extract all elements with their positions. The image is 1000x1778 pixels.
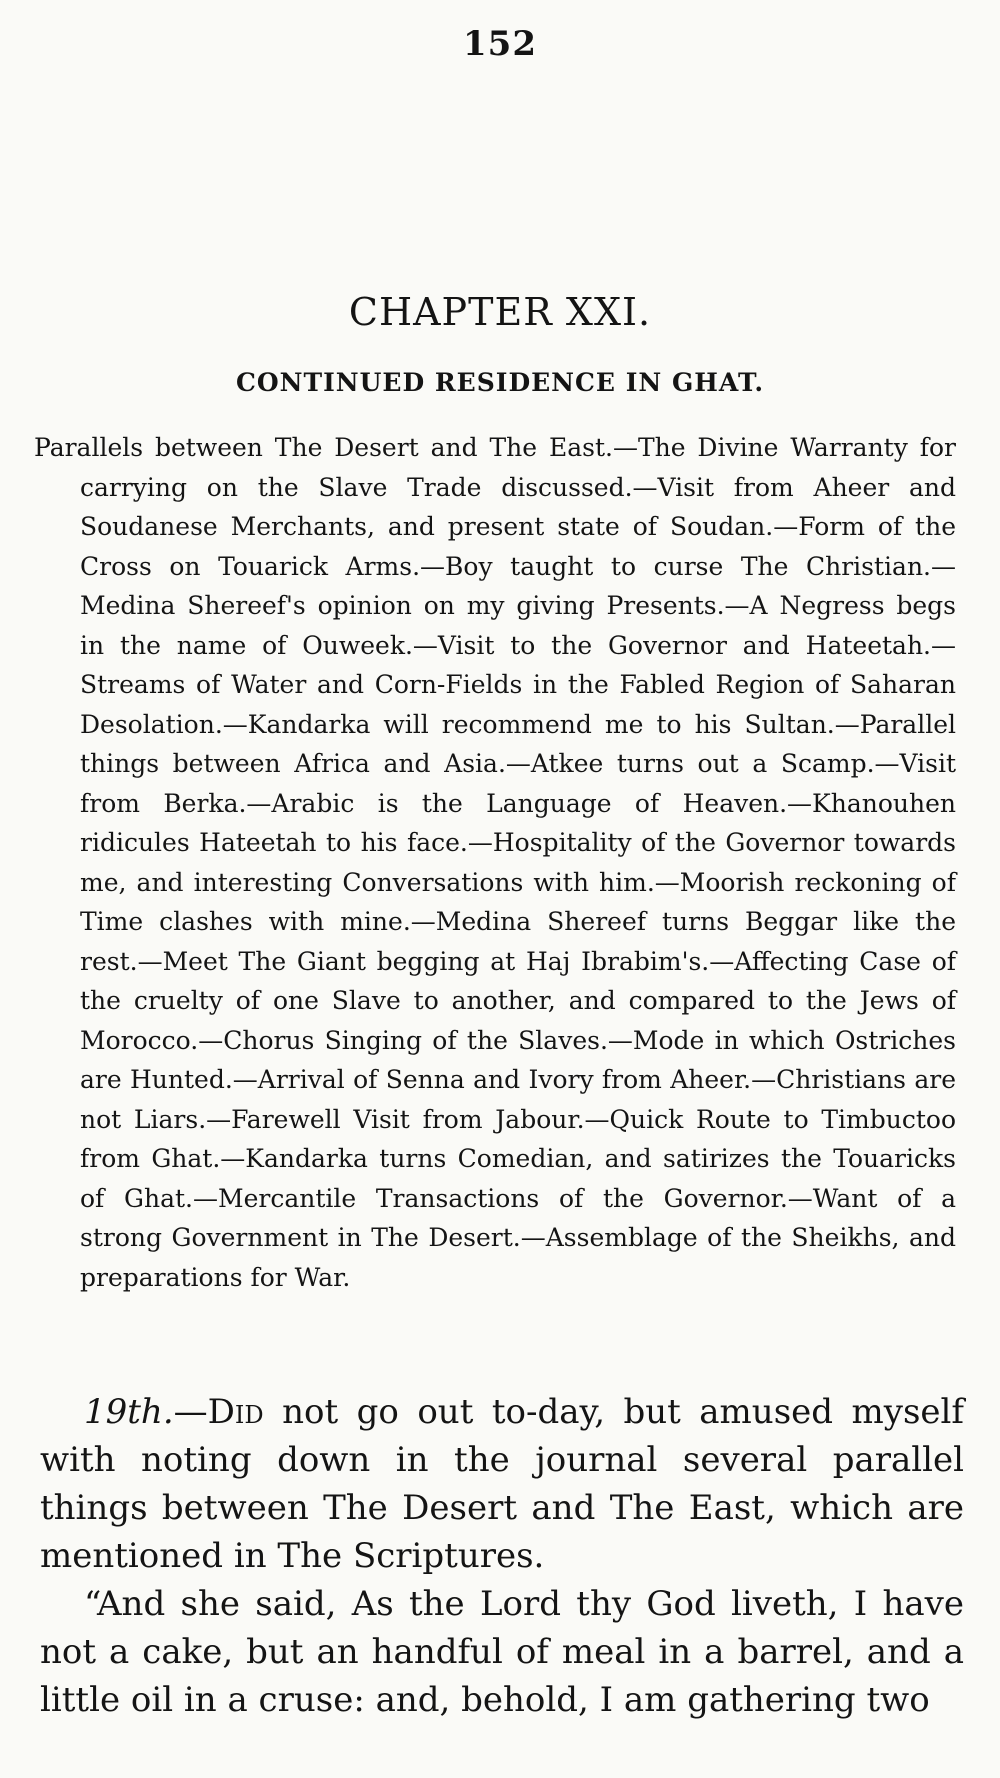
em-dash: — [173, 1392, 208, 1432]
date-mark: 19th. [84, 1392, 174, 1432]
chapter-title: CHAPTER XXI. [348, 290, 652, 334]
opening-word: Did [207, 1392, 264, 1432]
paragraph-2: “And she said, As the Lord thy God liveth, I have not a cake, but an handful of meal in a barrel, and a little oil in a cruse: and, behold, I am gathering two [40, 1584, 964, 1720]
chapter-subtitle: CONTINUED RESIDENCE IN GHAT. [235, 368, 765, 397]
chapter-summary: Parallels between The Desert and The East.—The Divine Warranty for carrying on the Slave Trade discussed.—Visit from Aheer and Soudanese Merchants, and present state of Soudan.—Form of the Cross on Touarick Arms.—Boy taught to curse The Christian.—Medina Shereef's opinion on my giving Presents.—A Negress begs in the name of Ouweek.—Visit to the Governor and Hateetah.—Streams of Water and Corn-Fields in the Fabled Region of Saharan Desolation.—Kandarka will recommend me to his Sultan.—Parallel things between Africa and Asia.—Atkee turns out a Scamp.—Visit from Berka.—Arabic is the Language of Heaven.—Khanouhen ridicules Hateetah to his face.—Hospitality of the Governor towards me, and interesting Conversations with him.—Moorish reckoning of Time clashes with mine.—Medina Shereef turns Beggar like the rest.—Meet The Giant begging at Haj Ibrabim's.—Affecting Case of the cruelty of one Slave to another, and compared to the Jews of Morocco.—Chorus Singing of the Slaves.—Mode in which Ostriches are Hunted.—Arrival of Senna and Ivory from Aheer.—Christians are not Liars.—Farewell Visit from Jabour.—Quick Route to Timbuctoo from Ghat.—Kandarka turns Comedian, and satirizes the Touaricks of Ghat.—Mercantile Transactions of the Governor.—Want of a strong Government in The Desert.—Assemblage of the Sheikhs, and preparations for War. [34, 433, 956, 1292]
paragraph-1 [40, 1388, 964, 1580]
paragraph-1-text: not go out to-day, but amused myself with noting down in the journal several parallel things between The Desert and The East, which are mentioned in The Scriptures. [40, 1392, 964, 1576]
body-text [40, 1388, 964, 1724]
page-number: 152 [463, 24, 537, 64]
